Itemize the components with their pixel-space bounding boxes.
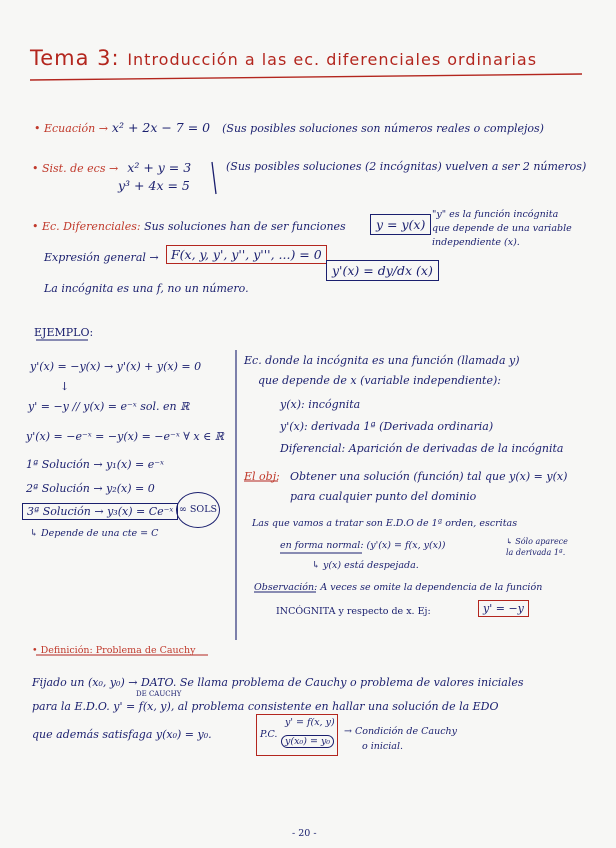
ej-right-1: Ec. donde la incógnita es una función (llamada y) xyxy=(244,354,520,367)
sistema-eq1: x² + y = 3 xyxy=(127,160,192,175)
ej-left-4: y'(x) = −e⁻ˣ = −y(x) = −e⁻ˣ ∀ x ∈ ℝ xyxy=(26,430,224,443)
difer-note-2: que depende de una variable xyxy=(432,223,572,234)
def-line-3: que además satisfaga y(x₀) = y₀. xyxy=(32,728,212,741)
title-prefix: Tema 3: xyxy=(30,46,120,70)
obs-line-1: Observación: A veces se omite la dependencia de la función xyxy=(254,582,543,593)
obs-line-2: INCÓGNITA y respecto de x. Ej: xyxy=(276,606,431,617)
edo-line-2: en forma normal: (y'(x) = f(x, y(x)) xyxy=(280,540,446,551)
ecuacion-note: (Sus posibles soluciones son números reales o complejos) xyxy=(222,122,544,135)
obj-line-2: para cualquier punto del dominio xyxy=(290,490,477,503)
difer-note-1: "y" es la función incógnita xyxy=(432,209,559,220)
edo-note-1: ↳ Sólo aparece xyxy=(506,537,568,546)
ej-left-6: 2ª Solución → y₂(x) = 0 xyxy=(26,482,155,495)
difer-line xyxy=(32,220,346,233)
edo-line-1: Las que vamos a tratar son E.D.O de 1ª orden, escritas xyxy=(252,518,518,529)
cond-line-2: o inicial. xyxy=(362,741,404,752)
edo-note xyxy=(506,536,568,558)
ej-left-1: y'(x) = −y(x) → y'(x) + y(x) = 0 xyxy=(30,360,202,373)
incognita-note: La incógnita es una f, no un número. xyxy=(44,282,249,295)
pc-box xyxy=(256,714,338,756)
edo-note-2: la derivada 1ª. xyxy=(506,548,566,557)
ej-left-5: 1ª Solución → y₁(x) = e⁻ˣ xyxy=(26,458,164,471)
sistema-eq2: y³ + 4x = 5 xyxy=(118,178,190,193)
ej-left-8: ↳ Depende de una cte = C xyxy=(30,528,159,539)
obj-label: El obj: xyxy=(244,470,280,483)
obj-line-1: Obtener una solución (función) tal que y(x) = y(x) xyxy=(290,470,568,483)
difer-note-3: independiente (x). xyxy=(432,237,520,248)
ej-right-3: y(x): incógnita xyxy=(280,398,361,411)
cond-line-1: → Condición de Cauchy xyxy=(344,726,458,737)
sistema-note: (Sus posibles soluciones (2 incógnitas) vuelven a ser 2 números) xyxy=(226,160,587,173)
obs-box: y' = −y xyxy=(478,600,529,617)
difer-note xyxy=(432,208,572,250)
ej-left-7: 3ª Solución → y₃(x) = Ce⁻ˣ xyxy=(22,503,178,520)
edo-line-3: ↳ y(x) está despejada. xyxy=(312,560,419,571)
definicion-heading: • Definición: Problema de Cauchy xyxy=(32,645,196,656)
cloud-infinite-sols: ∞ SOLS xyxy=(176,492,220,528)
ej-right-5: Diferencial: Aparición de derivadas de la incógnita xyxy=(280,442,564,455)
ecuacion-line xyxy=(34,120,544,135)
difer-text: Sus soluciones han de ser funciones xyxy=(144,220,346,233)
derivative-box: y'(x) = dy/dx (x) xyxy=(326,260,439,281)
ej-right-2: que depende de x (variable independiente): xyxy=(258,374,501,387)
cauchy-condition xyxy=(344,724,457,754)
general-box: F(x, y, y', y'', y''', ...) = 0 xyxy=(166,245,327,264)
ej-left-2: ↓ xyxy=(60,380,70,393)
def-line-2: para la E.D.O. y' = f(x, y), al problema consistente en hallar una solución de la EDO xyxy=(32,700,499,713)
page-title xyxy=(30,46,537,70)
ecuacion-expr: x² + 2x − 7 = 0 xyxy=(111,120,211,135)
def-line-1: Fijado un (x₀, y₀) → DATO. Se llama problema de Cauchy o problema de valores iniciales xyxy=(32,676,524,689)
ej-left-3: y' = −y // y(x) = e⁻ˣ sol. en ℝ xyxy=(28,400,190,413)
ej-right-4: y'(x): derivada 1ª (Derivada ordinaria) xyxy=(280,420,494,433)
pc-eq1: y' = f(x, y) xyxy=(285,717,335,728)
dato-note: DE CAUCHY xyxy=(136,690,182,698)
function-box: y = y(x) xyxy=(370,214,431,235)
difer-label: • Ec. Diferenciales: xyxy=(32,220,141,233)
ejemplo-heading: EJEMPLO: xyxy=(34,326,94,339)
general-label: Expresión general → xyxy=(44,251,159,264)
page-number: - 20 - xyxy=(292,828,317,839)
pc-label: P.C. xyxy=(260,729,278,740)
title-main: Introducción a las ec. diferenciales ordinarias xyxy=(127,50,538,69)
sistema-label: • Sist. de ecs → xyxy=(32,162,119,175)
ecuacion-label: • Ecuación → xyxy=(34,122,108,135)
sistema-block xyxy=(32,157,191,176)
pc-eq2: y(x₀) = y₀ xyxy=(281,735,334,748)
